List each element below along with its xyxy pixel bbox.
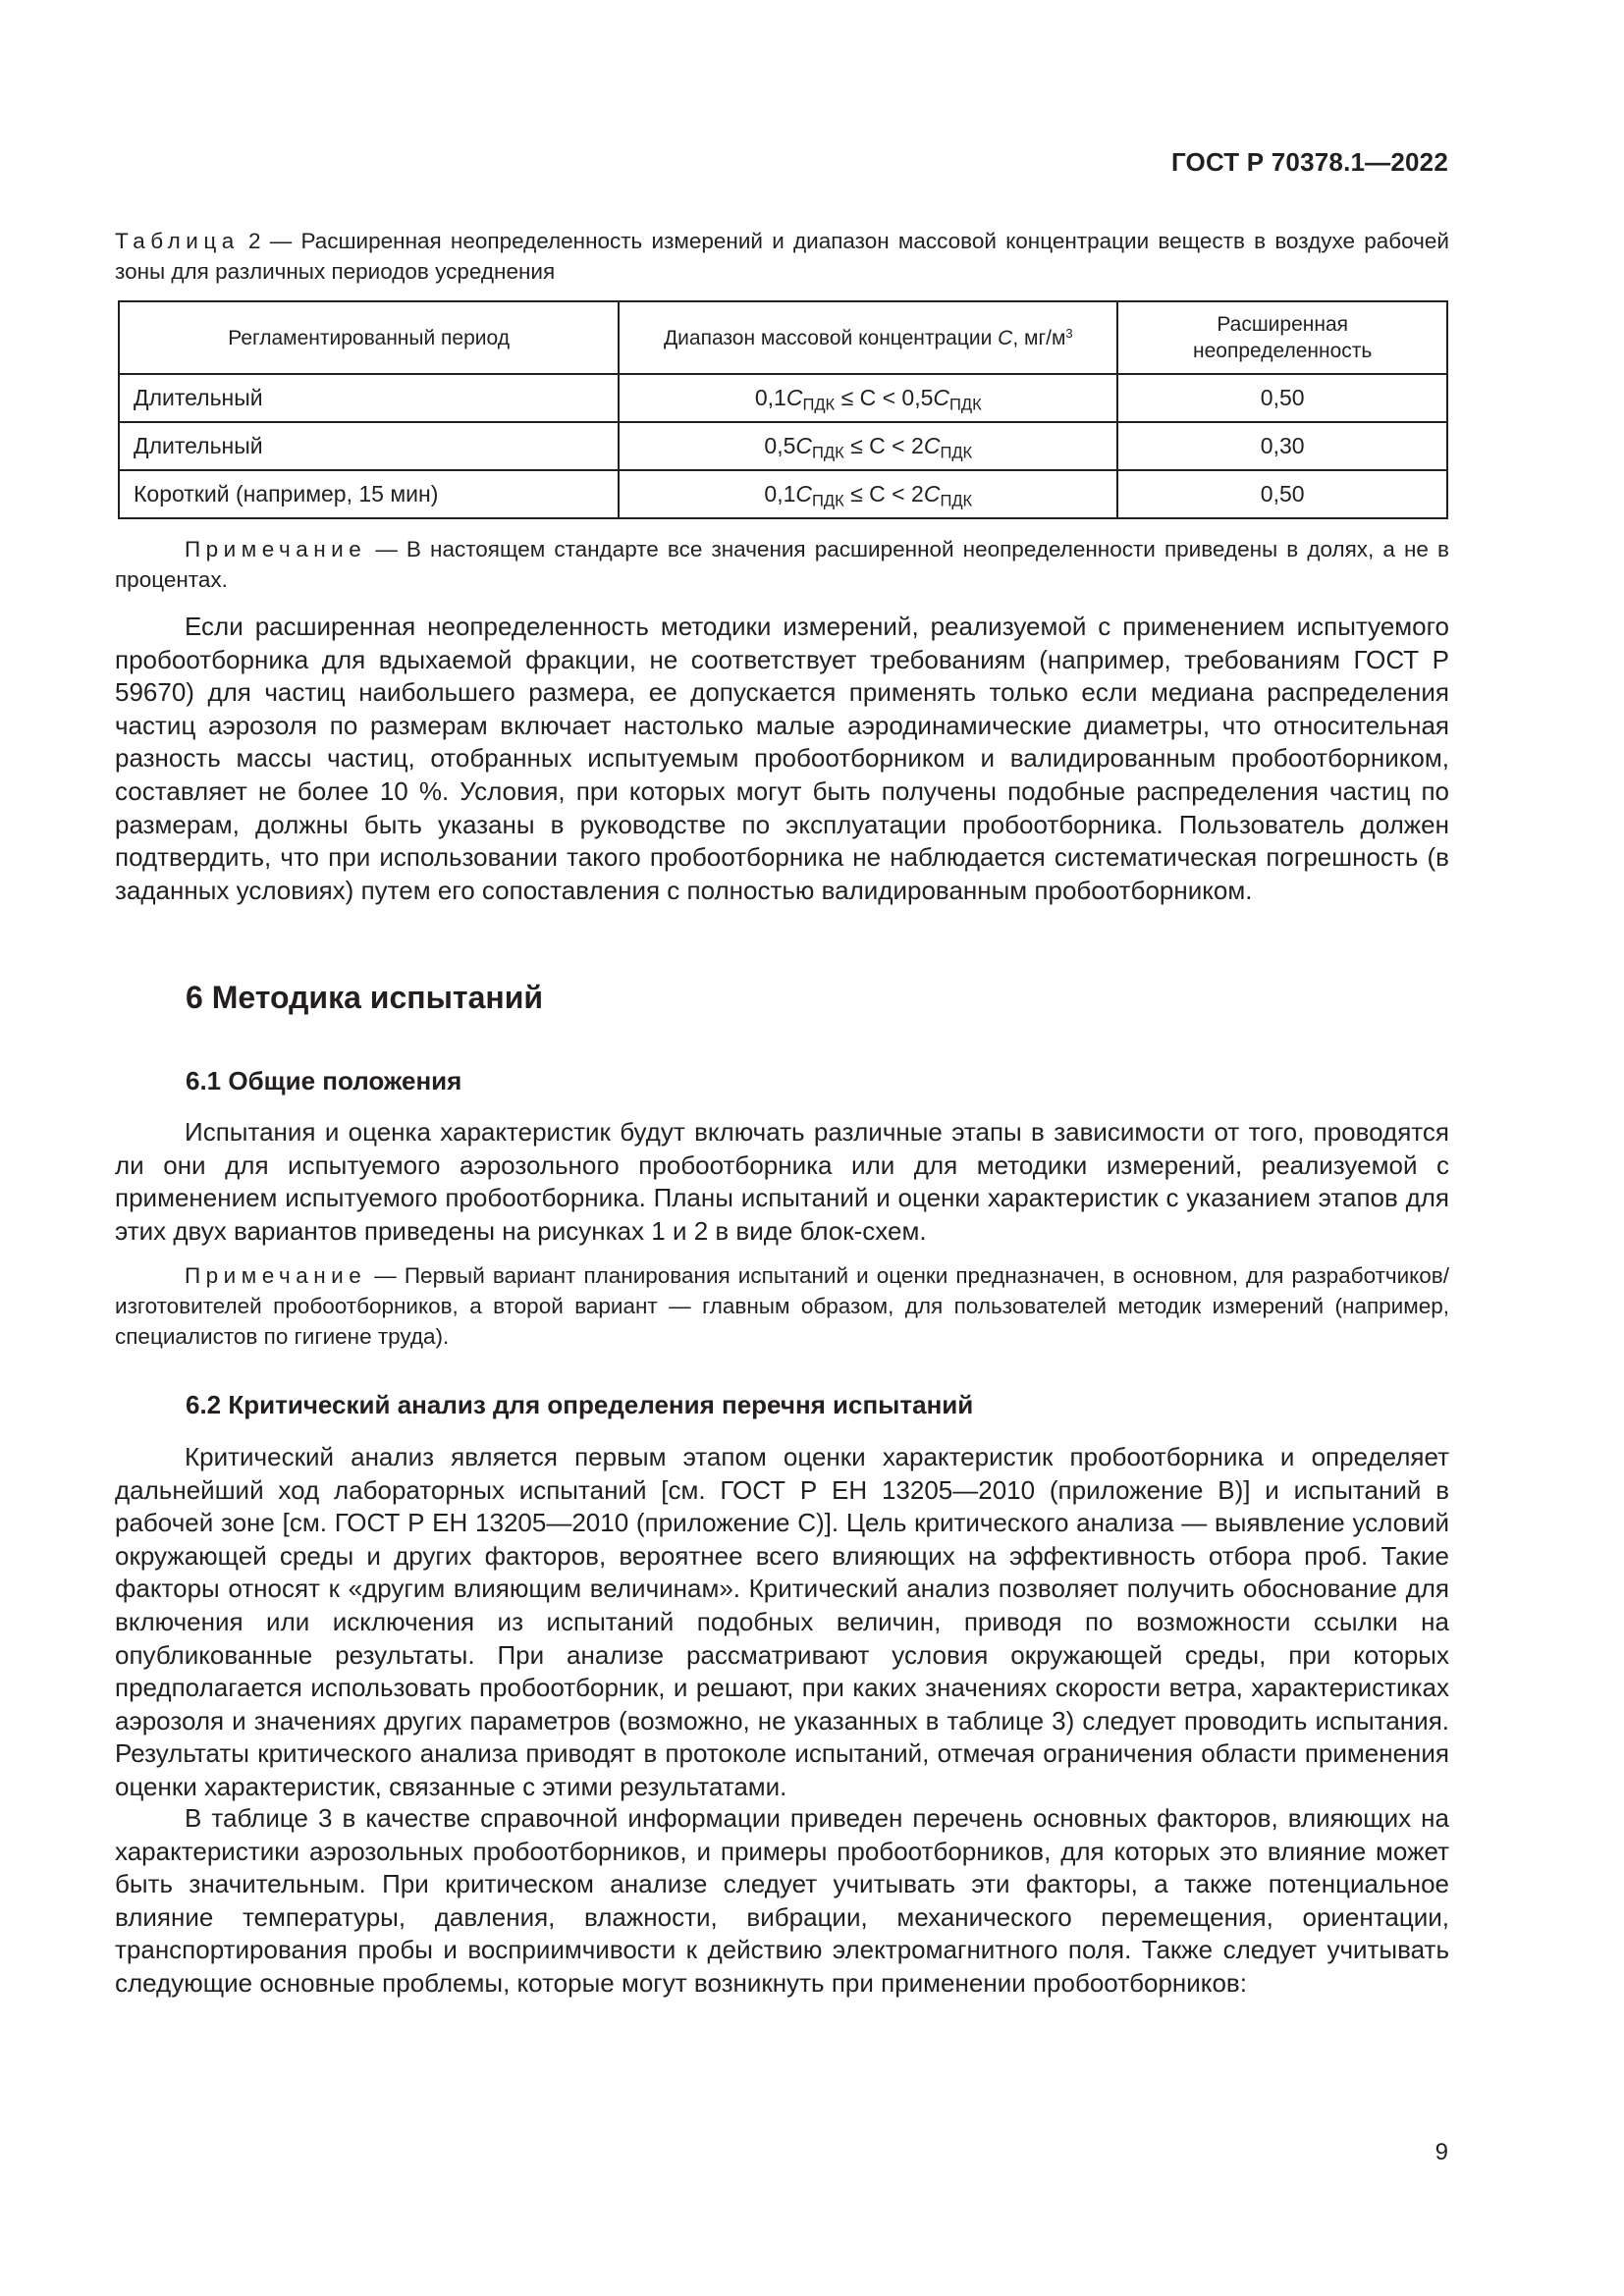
- cell-uncertainty: 0,50: [1117, 374, 1447, 422]
- note-label: Примечание: [185, 1263, 367, 1288]
- table-caption-text: 2 — Расширенная неопределенность измерений и диапазон массовой концентрации веществ в воздухе рабочей зоны для различных периодов усреднения: [115, 229, 1449, 284]
- subsection-6-2-heading: 6.2 Критический анализ для определения перечня испытаний: [186, 1390, 974, 1419]
- paragraph-6-2-b: В таблице 3 в качестве справочной информации приведен перечень основных факторов, влияющих на характеристики аэрозольных пробоотборников, и примеры пробоотборников, для которых это влияние может быть значительным. При критическом анализе следует учитывать эти факторы, а также потенциальное влияние температуры, давления, влажности, вибрации, механического перемещения, ориентации, транспортирования пробы и восприимчивости к действию электромагнитного поля. Также следует учитывать следующие основные проблемы, которые могут возникнуть при применении пробоотборников:: [115, 1803, 1449, 1998]
- header-period: Регламентированный период: [119, 301, 619, 374]
- paragraph-uncertainty: Если расширенная неопределенность методики измерений, реализуемой с применением испытуемого пробоотборника для вдыхаемой фракции, не соответствует требованиям (например, требованиям ГОСТ Р 59670) для частиц наибольшего размера, ее допускается применять только если медиана распределения частиц аэрозоля по размерам включает настолько малые аэродинамические диаметры, что относительная разность массы частиц, отобранных испытуемым пробоотборником и валидированным пробоотборником, составляет не более 10 %. Условия, при которых могут быть получены подобные распределения частиц по размерам, должны быть указаны в руководстве по эксплуатации пробоотборника. Пользователь должен подтвердить, что при использовании такого пробоотборника не наблюдается систематическая погрешность (в заданных условиях) путем его сопоставления с полностью валидированным пробоотборником.: [115, 612, 1449, 905]
- paragraph-6-2-a: Критический анализ является первым этапом оценки характеристик пробоотборника и определяет дальнейший ход лабораторных испытаний [см. ГОСТ Р ЕН 13205—2010 (приложение В)] и испытаний в рабочей зоне [см. ГОСТ Р ЕН 13205—2010 (приложение С)]. Цель критического анализа — выявление условий окружающей среды и других факторов, вероятнее всего влияющих на эффективность отбора проб. Такие факторы относят к «другим влияющим величинам». Критический анализ позволяет получить обоснование для включения или исключения из испытаний подобных величин, приводя по возможности ссылки на опубликованные результаты. При анализе рассматривают условия окружающей среды, при которых предполагается использовать пробоотборник, и решают, при каких значениях скорости ветра, характеристиках аэрозоля и значениях других параметров (возможно, не указанных в таблице 3) следует проводить испытания. Результаты критического анализа приводят в протоколе испытаний, отмечая ограничения области применения оценки характеристик, связанные с этими результатами.: [115, 1442, 1449, 1801]
- header-range: Диапазон массовой концентрации C, $мг/м^3$: [619, 301, 1117, 374]
- table-row: [119, 422, 1447, 470]
- table-2: [118, 300, 1448, 519]
- note-label: Примечание: [185, 537, 367, 561]
- note-text: — Первый вариант планирования испытаний и оценки предназначен, в основном, для разработчиков/изготовителей пробоотборников, а второй вариант — главным образом, для пользователей методик измерений (например, специалистов по гигиене труда).: [115, 1263, 1449, 1349]
- cell-uncertainty: 0,30: [1117, 422, 1447, 470]
- cell-range: $0,1C_{ПДК} \le C < 2C_{ПДК}$: [619, 470, 1117, 518]
- table-2-caption: [115, 226, 1449, 287]
- table-header-row: [119, 301, 1447, 374]
- page-number: 9: [1435, 2139, 1448, 2165]
- table-row: [119, 470, 1447, 518]
- standard-designation: ГОСТ Р 70378.1—2022: [1170, 147, 1448, 177]
- paragraph-6-1: Испытания и оценка характеристик будут включать различные этапы в зависимости от того, проводятся ли они для испытуемого аэрозольного пробоотборника или для методики измерений, реализуемой с применением испытуемого пробоотборника. Планы испытаний и оценки характеристик с указанием этапов для этих двух вариантов приведены на рисунках 1 и 2 в виде блок-схем.: [115, 1117, 1449, 1246]
- cell-period: Длительный: [119, 422, 619, 470]
- cell-uncertainty: 0,50: [1117, 470, 1447, 518]
- header-uncertainty: Расширенная неопределенность: [1117, 301, 1447, 374]
- section-6-heading: 6 Методика испытаний: [186, 980, 544, 1015]
- cell-range: $0,1C_{ПДК} \le C < 0,5C_{ПДК}$: [619, 374, 1117, 422]
- section-6-1-note: [115, 1260, 1449, 1352]
- table-caption-label: Таблица: [115, 229, 240, 253]
- note-text: — В настоящем стандарте все значения расширенной неопределенности приведены в долях, а не в процентах.: [115, 537, 1449, 592]
- cell-range: $0,5C_{ПДК} \le C < 2C_{ПДК}$: [619, 422, 1117, 470]
- subsection-6-1-heading: 6.1 Общие положения: [186, 1066, 462, 1095]
- table-2-note: [115, 534, 1449, 595]
- cell-period: Короткий (например, 15 мин): [119, 470, 619, 518]
- table-row: [119, 374, 1447, 422]
- cell-period: Длительный: [119, 374, 619, 422]
